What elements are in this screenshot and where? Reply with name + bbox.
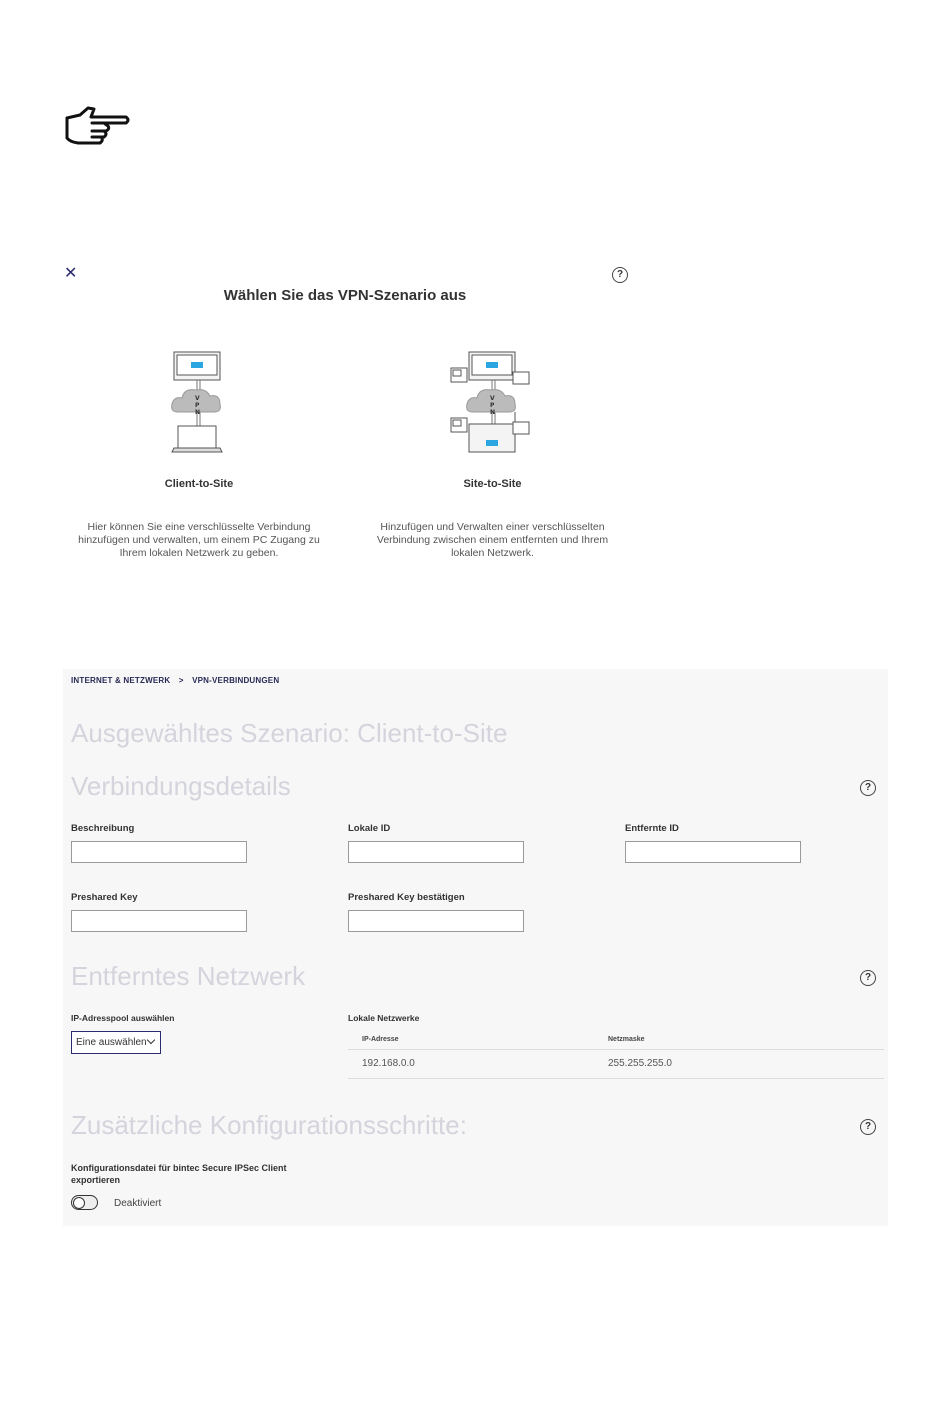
pool-select[interactable] xyxy=(71,1031,161,1054)
export-config-label-line1: Konfigurationsdatei für bintec Secure IPSec Client xyxy=(71,1163,287,1173)
help-icon[interactable]: ? xyxy=(860,780,876,796)
extra-steps-heading: Zusätzliche Konfigurationsschritte: xyxy=(71,1110,467,1140)
psk-label: Preshared Key xyxy=(71,892,138,903)
wizard-title: Wählen Sie das VPN-Szenario aus xyxy=(223,287,467,304)
remote-network-heading: Entferntes Netzwerk xyxy=(71,961,306,991)
scenario-card-site-to-site[interactable] xyxy=(365,345,620,565)
remote-id-input[interactable] xyxy=(625,841,801,863)
psk-confirm-label: Preshared Key bestätigen xyxy=(348,892,465,903)
close-icon[interactable]: ✕ xyxy=(64,265,78,282)
table-cell-ip: 192.168.0.0 xyxy=(362,1058,415,1069)
local-networks-label: Lokale Netzwerke xyxy=(348,1013,420,1023)
toggle-state-label: Deaktiviert xyxy=(114,1198,162,1209)
table-cell-netmask: 255.255.255.0 xyxy=(608,1058,672,1069)
scenario-name: Client-to-Site xyxy=(164,478,234,490)
help-icon[interactable]: ? xyxy=(860,970,876,986)
local-id-label: Lokale ID xyxy=(348,823,391,834)
scenario-heading: Ausgewähltes Szenario: Client-to-Site xyxy=(71,718,508,748)
chevron-down-icon xyxy=(147,1036,155,1044)
scenario-description: Hinzufügen und Verwalten einer verschlüsselten Verbindung zwischen einem entfernten und Ihrem lokalen Netzwerk. xyxy=(376,521,609,559)
vpn-letter-v: V xyxy=(490,395,495,402)
local-id-input[interactable] xyxy=(348,841,524,863)
breadcrumb xyxy=(71,676,285,685)
client-to-site-illustration xyxy=(148,350,248,460)
breadcrumb-item-vpn[interactable]: VPN-VERBINDUNGEN xyxy=(192,676,280,685)
vpn-letter-p: P xyxy=(195,402,200,409)
config-panel xyxy=(63,669,888,1226)
psk-confirm-input[interactable] xyxy=(348,910,524,932)
breadcrumb-separator: > xyxy=(178,676,184,685)
description-label: Beschreibung xyxy=(71,823,135,834)
table-divider xyxy=(348,1078,884,1079)
scenario-name: Site-to-Site xyxy=(463,478,522,490)
remote-id-label: Entfernte ID xyxy=(625,823,679,834)
vpn-letter-n: N xyxy=(490,409,496,416)
scenario-card-client-to-site[interactable] xyxy=(70,345,328,565)
export-config-label-line2: exportieren xyxy=(71,1175,121,1185)
export-toggle[interactable] xyxy=(71,1195,98,1210)
pool-label: IP-Adresspool auswählen xyxy=(71,1013,175,1023)
vpn-letter-n: N xyxy=(195,409,201,416)
psk-input[interactable] xyxy=(71,910,247,932)
help-icon[interactable]: ? xyxy=(612,267,628,283)
breadcrumb-item-internet[interactable]: INTERNET & NETZWERK xyxy=(71,676,171,685)
vpn-letter-p: P xyxy=(490,402,495,409)
toggle-knob xyxy=(73,1197,85,1209)
pointing-hand-icon xyxy=(64,102,132,146)
table-row xyxy=(348,1050,884,1078)
pool-select-value: Eine auswählen xyxy=(76,1037,147,1048)
export-config-label xyxy=(71,1162,287,1186)
description-input[interactable] xyxy=(71,841,247,863)
table-header-ip: IP-Adresse xyxy=(362,1036,399,1043)
vpn-letter-v: V xyxy=(195,395,200,402)
details-heading: Verbindungsdetails xyxy=(71,771,291,801)
help-icon[interactable]: ? xyxy=(860,1119,876,1135)
site-to-site-illustration xyxy=(443,350,543,460)
table-header-netmask: Netzmaske xyxy=(608,1036,645,1043)
scenario-description: Hier können Sie eine verschlüsselte Verbindung hinzufügen und verwalten, um einem PC Zugang zu Ihrem lokalen Netzwerk zu geben. xyxy=(78,521,320,559)
